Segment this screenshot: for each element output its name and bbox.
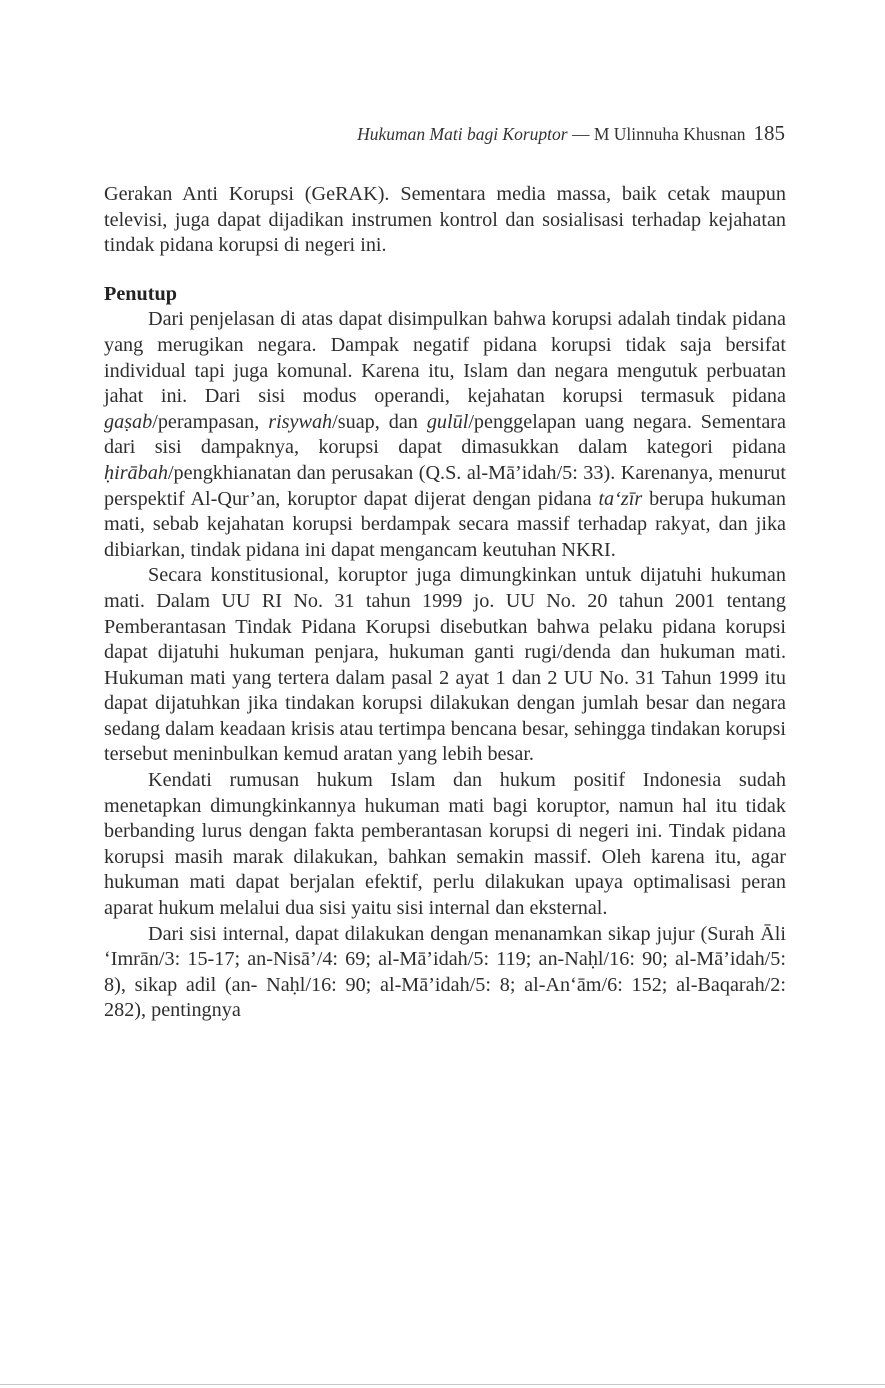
text-run: Dari penjelasan di atas dapat disimpulkan bahwa korupsi adalah tindak pidana yang merugikan negara. Dampak negatif pidana korupsi tidak saja bersifat individual tapi juga komunal. Karena itu, Islam dan negara mengutuk perbuatan jahat ini. Dari sisi modus operandi, kejahatan korupsi termasuk pidana bbox=[104, 308, 786, 408]
section-heading: Penutup bbox=[104, 282, 177, 305]
text-run: /pengkhianatan dan perusakan (Q.S. al-Mā’idah/5: 33). Karenanya, menurut perspektif Al-Qur’an, koruptor dapat dijerat dengan pidana bbox=[104, 461, 786, 510]
running-header bbox=[270, 120, 785, 146]
paragraph-constitutional: Secara konstitusional, koruptor juga dimungkinkan untuk dijatuhi hukuman mati. Dalam UU RI No. 31 tahun 1999 jo. UU No. 20 tahun 2001 tentang Pemberantasan Tindak Pidana Korupsi disebutkan bahwa pelaku pidana korupsi dapat dijatuhi hukuman penjara, hukuman ganti rugi/denda dan hukuman mati. Hukuman mati yang tertera dalam pasal 2 ayat 1 dan 2 UU No. 31 Tahun 1999 itu dapat dijatuhkan jika tindakan korupsi dilakukan dengan jumlah besar dan negara sedang dalam keadaan krisis atau tertimpa bencana besar, sehingga tindakan korupsi tersebut meninbulkan kemud aratan yang lebih besar. bbox=[104, 564, 786, 766]
paragraph-conclusion bbox=[104, 307, 786, 563]
italic-term: ḥirābah bbox=[104, 461, 168, 484]
italic-term: ta‘zīr bbox=[598, 487, 643, 510]
body-text bbox=[104, 182, 786, 1024]
text-run: /perampasan, bbox=[152, 410, 269, 433]
page-number: 185 bbox=[753, 121, 785, 145]
paragraph-effectiveness: Kendati rumusan hukum Islam dan hukum positif Indonesia sudah menetapkan dimungkinkannya hukuman mati bagi koruptor, namun hal itu tidak berbanding lurus dengan fakta pemberantasan korupsi di negeri ini. Tindak pidana korupsi masih marak dilakukan, bahkan semakin massif. Oleh karena itu, agar hukuman mati dapat berjalan efektif, perlu dilakukan upaya optimalisasi peran aparat hukum melalui dua sisi yaitu sisi internal dan eksternal. bbox=[104, 769, 786, 920]
page-edge-rule bbox=[0, 1384, 885, 1385]
italic-term: gaṣab bbox=[104, 410, 153, 433]
italic-term: gulūl bbox=[426, 410, 469, 433]
author-name: M Ulinnuha Khusnan bbox=[593, 124, 746, 144]
running-title: Hukuman Mati bagi Koruptor bbox=[357, 124, 568, 144]
text-run: /penggelapan uang negara. Sementara dari sisi dampaknya, korupsi dapat dimasukkan dalam kategori pidana bbox=[104, 410, 786, 459]
paragraph-continued: Gerakan Anti Korupsi (GeRAK). Sementara media massa, baik cetak maupun televisi, juga dapat dijadikan instrumen kontrol dan sosialisasi terhadap kejahatan tindak pidana korupsi di negeri ini. bbox=[104, 183, 786, 257]
text-run: /suap, dan bbox=[332, 410, 427, 433]
paragraph-internal: Dari sisi internal, dapat dilakukan dengan menanamkan sikap jujur (Surah Āli ‘Imrān/3: 15-17; an-Nisā’/4: 69; al-Mā’idah/5: 119; an-Naḥl/16: 90; al-Mā’idah/5: 8), sikap adil (an- Naḥl/16: 90; al-Mā’idah/5: 8; al-An‘ām/6: 152; al-Baqarah/2: 282), pentingnya bbox=[104, 922, 786, 1022]
italic-term: risywah bbox=[268, 410, 333, 433]
header-dash: — bbox=[567, 124, 594, 144]
text-run: berupa hukuman mati, sebab kejahatan korupsi berdampak secara massif terhadap rakyat, dan jika dibiarkan, tindak pidana ini dapat mengancam keutuhan NKRI. bbox=[104, 487, 786, 561]
